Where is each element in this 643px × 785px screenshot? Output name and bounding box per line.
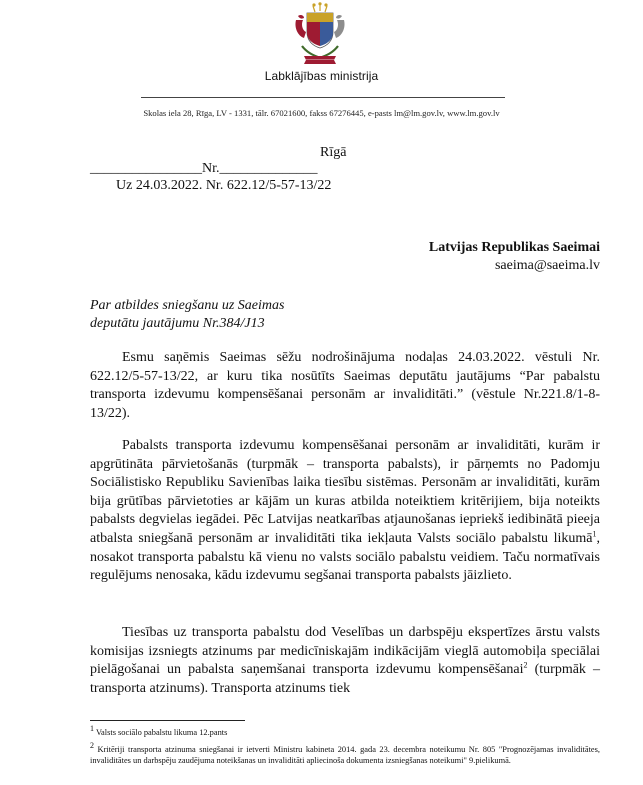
paragraph-2-text-a: Pabalsts transporta izdevumu kompensēšanai personām ar invaliditāti, kurām ir apgrūtināta pārvietošanās (turpmāk – transporta pabalsts), ir pārņemts no Padomju Sociālistisko Republiku Savienības laika tiesību sistēmas. Personām ar invaliditāti, kurām bija grūtības pārvietoties ar kājām un kuras atbilda noteiktiem kritērijiem, bija noteikts pabalsts degvielas iegādei. Pēc Latvijas neatkarības atjaunošanas iepriekš iedibinātā pieeja atbalsta sniegšanā personām ar invaliditāti tika iekļauta Valsts sociālo pabalstu likumā	[90, 438, 600, 546]
footnote-ref-1[interactable]: 1	[592, 529, 597, 539]
subject-line-2: deputātu jautājumu Nr.384/J13	[90, 316, 265, 331]
footnote-mark: 2	[90, 741, 94, 751]
ministry-name: Labklājības ministrija	[264, 69, 379, 83]
paragraph-2-text-b: , nosakot transporta pabalstu kā vienu no valsts sociālo pabalstu veidiem. Taču normatīvais regulējums nenosaka, kādu izdevumu segšanai transporta pabalsts jāizlieto.	[90, 530, 600, 584]
footnote-divider	[90, 720, 245, 721]
coat-of-arms-icon	[292, 2, 348, 66]
footnote-1	[90, 724, 600, 738]
subject	[90, 297, 284, 333]
footnote-text: Valsts sociālo pabalstu likuma 12.pants	[94, 728, 228, 737]
paragraph-1: Esmu saņēmis Saeimas sēžu nodrošinājuma nodaļas 24.03.2022. vēstuli Nr. 622.12/5-57-13/22, ar kuru tika nosūtīts Saeimas deputātu jautājums “Par pabalstu transporta izdevumu kompensēšanai personām ar invaliditāti.” (vēstule Nr.221.8/1-8-13/22).	[90, 350, 600, 421]
paragraph-2	[90, 437, 600, 586]
reference-line: Uz 24.03.2022. Nr. 622.12/5-57-13/22	[116, 178, 332, 193]
footnote-mark: 1	[90, 724, 94, 734]
subject-line-1: Par atbildes sniegšanu uz Saeimas	[90, 298, 285, 313]
paragraph-3	[90, 624, 600, 698]
paragraph-3-text-a: Tiesības uz transporta pabalstu dod Veselības un darbspēju ekspertīzes ārstu valsts komisijas izsniegts atzinums par medicīniskajām indikācijām vieglā automobiļa speciālai pielāgošanai un pabalsta saņemšanai transporta izdevumu kompensēšanai	[90, 625, 600, 678]
document-number-line: ________________Nr.______________	[90, 161, 318, 176]
place: Rīgā	[320, 145, 347, 160]
header-divider	[141, 97, 505, 98]
paragraph-3-text-b: (turpmāk – transporta atzinums). Transporta atzinums tiek	[90, 662, 600, 696]
ministry-address: Skolas iela 28, Rīga, LV - 1331, tālr. 67021600, fakss 67276445, e-pasts lm@lm.gov.lv, www.lm.gov.lv	[143, 108, 500, 118]
recipient-org: Latvijas Republikas Saeimai	[428, 240, 600, 255]
footnote-text: Kritēriji transporta atzinuma sniegšanai ir ietverti Ministru kabineta 2014. gada 23. decembra noteikumu Nr. 805 "Prognozējamas invaliditātes, invaliditātes un darbspēju zaudējuma noteikšanas un invaliditāti apliecinoša dokumenta izsniegšanas noteikumi" 9.pielikumā.	[90, 745, 600, 765]
footnote-ref-2[interactable]: 2	[523, 660, 528, 670]
recipient-email: saeima@saeima.lv	[494, 258, 600, 273]
recipient-block	[429, 239, 600, 275]
footnote-2	[90, 741, 600, 766]
